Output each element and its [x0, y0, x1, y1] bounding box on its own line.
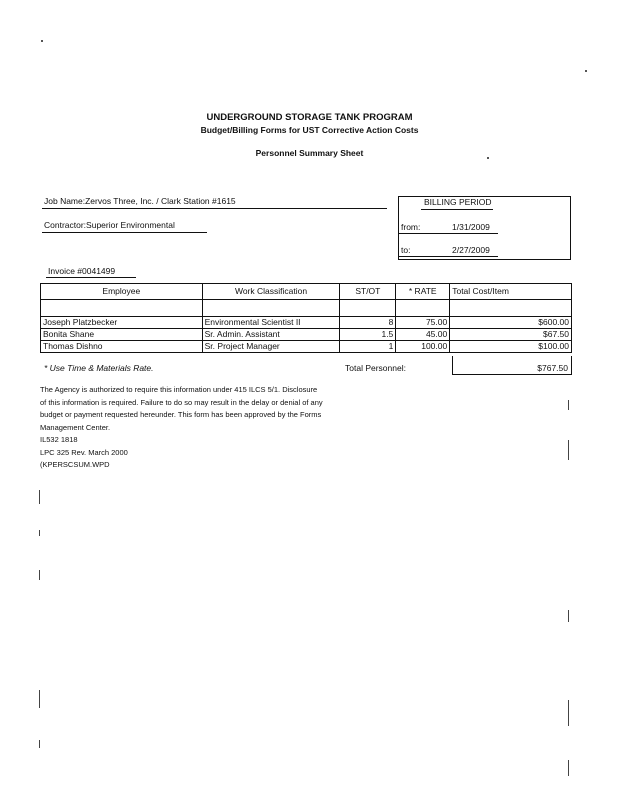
rate: 45.00: [396, 329, 450, 341]
invoice-number: Invoice #0041499: [48, 266, 116, 276]
form-number: IL532 1818: [40, 435, 78, 444]
total-cost: $100.00: [450, 341, 572, 353]
header-total-cost: Total Cost/Item: [450, 284, 572, 300]
job-name: Job Name:Zervos Three, Inc. / Clark Station #1615: [44, 196, 236, 206]
st-ot-hours: 8: [340, 317, 396, 329]
scan-speck: [585, 70, 587, 72]
employee-name: Joseph Platzbecker: [41, 317, 203, 329]
to-underline: [398, 256, 498, 257]
rate: 75.00: [396, 317, 450, 329]
disclaimer-line: Management Center.: [40, 422, 111, 432]
contractor-underline: [42, 232, 207, 233]
header-employee: Employee: [41, 284, 203, 300]
table-row: [41, 317, 572, 329]
invoice-underline: [46, 277, 136, 278]
disclaimer: [40, 384, 400, 472]
scan-mark: [39, 570, 40, 580]
scan-mark: [568, 760, 569, 776]
scan-speck: [41, 40, 43, 42]
form-revision: LPC 325 Rev. March 2000: [40, 447, 128, 457]
scan-mark: [568, 400, 569, 410]
st-ot-hours: 1: [340, 341, 396, 353]
scan-mark: [39, 690, 40, 708]
scan-mark: [568, 700, 569, 726]
billing-title-underline: [421, 209, 493, 210]
table-header-row: [41, 284, 572, 300]
header-st-ot: ST/OT: [340, 284, 396, 300]
st-ot-hours: 1.5: [340, 329, 396, 341]
work-classification: Sr. Project Manager: [202, 341, 340, 353]
billing-period-title: BILLING PERIOD: [424, 197, 492, 207]
from-underline: [398, 233, 498, 234]
scan-mark: [568, 610, 569, 622]
to-date: 2/27/2009: [452, 245, 490, 255]
personnel-table: [40, 283, 572, 353]
total-personnel-label: Total Personnel:: [345, 363, 406, 373]
total-cost: $600.00: [450, 317, 572, 329]
scan-mark: [39, 740, 40, 748]
scan-mark: [39, 490, 40, 504]
to-label: to:: [401, 245, 411, 255]
employee-name: Thomas Dishno: [41, 341, 203, 353]
work-classification: Sr. Admin. Assistant: [202, 329, 340, 341]
table-row: [41, 329, 572, 341]
header-work-classification: Work Classification: [202, 284, 340, 300]
disclaimer-line: of this information is required. Failure to do so may result in the delay or denial of any: [40, 397, 323, 407]
disclaimer-line: budget or payment requested hereunder. This form has been approved by the Forms: [40, 410, 322, 419]
file-name: (KPERSCSUM.WPD: [40, 460, 110, 469]
program-title: UNDERGROUND STORAGE TANK PROGRAM: [206, 112, 413, 123]
total-personnel-value: $767.50: [537, 363, 568, 373]
total-cost: $67.50: [450, 329, 572, 341]
table-row: [41, 341, 572, 353]
job-name-underline: [42, 208, 387, 209]
scan-mark: [568, 440, 569, 460]
header-rate: * RATE: [396, 284, 450, 300]
scan-mark: [39, 530, 40, 536]
contractor-name: Contractor:Superior Environmental: [44, 220, 175, 230]
table-blank-row: [41, 300, 572, 317]
from-date: 1/31/2009: [452, 222, 490, 232]
disclaimer-line: The Agency is authorized to require this information under 415 ILCS 5/1. Disclosure: [40, 385, 318, 394]
sheet-title: Personnel Summary Sheet: [255, 148, 364, 158]
scan-speck: [487, 157, 489, 159]
work-classification: Environmental Scientist II: [202, 317, 340, 329]
form-subtitle: Budget/Billing Forms for UST Corrective Action Costs: [200, 125, 419, 135]
from-label: from:: [401, 222, 421, 232]
rate: 100.00: [396, 341, 450, 353]
rate-footnote: * Use Time & Materials Rate.: [44, 363, 154, 373]
employee-name: Bonita Shane: [41, 329, 203, 341]
